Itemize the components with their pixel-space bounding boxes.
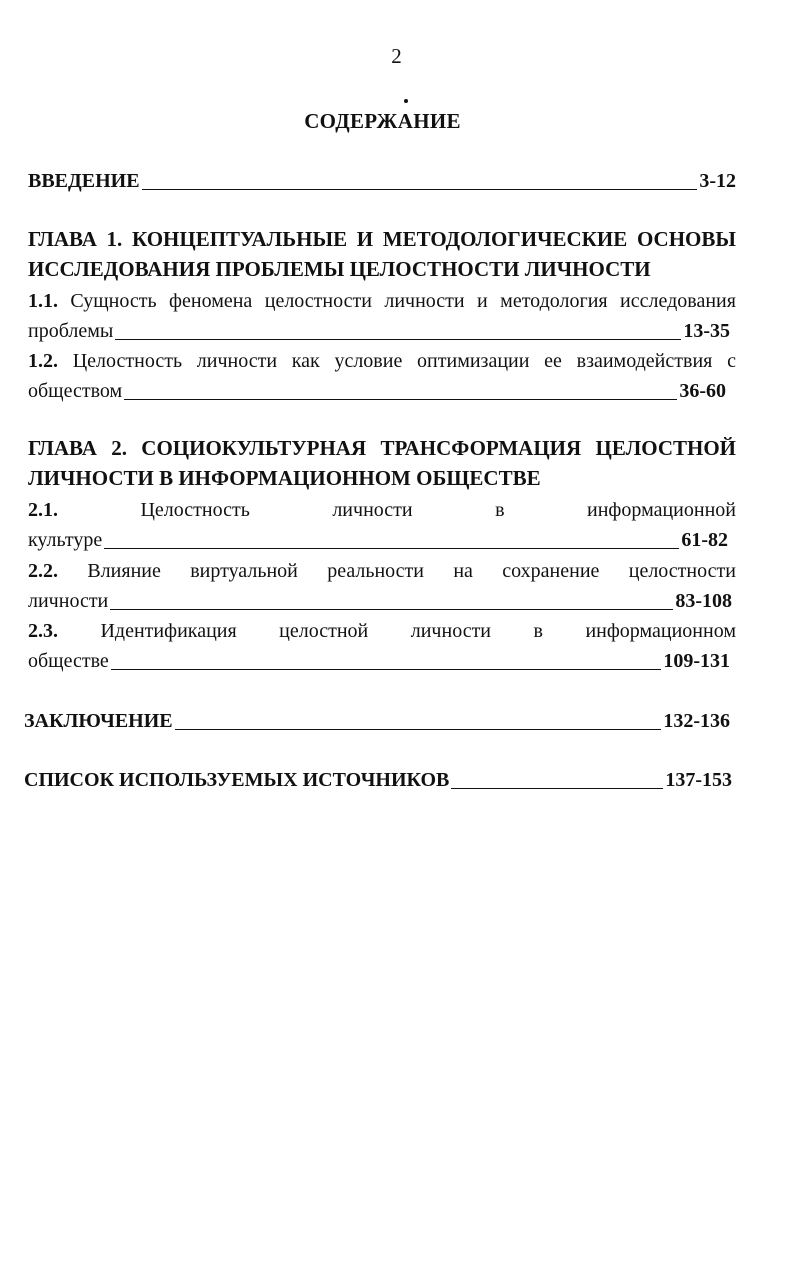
entry-label: ЗАКЛЮЧЕНИЕ [24,710,173,732]
dotted-leader [142,189,698,190]
entry-label: проблемы [28,320,114,342]
word: И [356,227,374,251]
word: взаимодействия [576,350,713,372]
word: оптимизации [417,350,530,372]
word: исследования [620,290,736,312]
section-2-3-line1[interactable] [28,618,736,644]
word: Влияние [87,560,161,582]
word: Сущность [70,290,157,312]
section-2-2-line1[interactable] [28,558,736,584]
chapter1-heading-line1[interactable] [28,224,736,254]
word: ГЛАВА [28,436,97,460]
word: методология [500,290,608,312]
entry-pages: 61-82 [681,529,728,551]
word: информационном [585,620,736,642]
word: информационной [587,499,736,521]
entry-pages: 109-131 [663,650,730,672]
dotted-leader [110,609,673,610]
word: реальности [327,560,424,582]
section-2-1-line1[interactable] [28,497,736,523]
section-number: 2.2. [28,560,58,582]
section-1-2-line1[interactable] [28,348,736,374]
word: ЦЕЛОСТНОЙ [595,436,736,460]
word: 2. [111,436,127,460]
word: Целостность [140,499,250,521]
word: с [727,350,736,372]
word: КОНЦЕПТУАЛЬНЫЕ [131,227,348,251]
section-number: 1.1. [28,290,58,312]
word: целостности [264,290,372,312]
word: личности [410,620,492,642]
dotted-leader [124,399,677,400]
chapter2-heading-line1[interactable] [28,433,736,463]
entry-label: ВВЕДЕНИЕ [28,170,140,192]
section-1-2-line2[interactable] [28,378,726,404]
toc-entry-conclusion[interactable] [24,708,730,734]
entry-label: обществом [28,380,123,402]
word: и [477,290,488,312]
word: ОСНОВЫ [636,227,736,251]
entry-pages: 137-153 [665,769,732,791]
dotted-leader [175,729,662,730]
word: как [291,350,320,372]
toc-title: СОДЕРЖАНИЕ [304,109,461,133]
dotted-leader [115,339,681,340]
word: сохранение [502,560,600,582]
dotted-leader [104,548,679,549]
section-2-1-line2[interactable] [28,527,728,553]
entry-pages: 83-108 [675,590,732,612]
entry-pages: 3-12 [699,170,736,192]
dotted-leader [451,788,663,789]
entry-label: СПИСОК ИСПОЛЬЗУЕМЫХ ИСТОЧНИКОВ [24,769,450,791]
section-number: 1.2. [28,350,58,372]
word: в [533,620,543,642]
word: на [453,560,473,582]
dotted-leader [111,669,662,670]
word: в [495,499,505,521]
entry-pages: 36-60 [679,380,726,402]
chapter2-heading-line2: ЛИЧНОСТИ В ИНФОРМАЦИОННОМ ОБЩЕСТВЕ [28,466,541,490]
word: МЕТОДОЛОГИЧЕСКИЕ [382,227,628,251]
word: личности [384,290,465,312]
toc-entry-intro[interactable] [28,168,736,194]
word: ГЛАВА [28,227,97,251]
word: СОЦИОКУЛЬТУРНАЯ [141,436,367,460]
section-2-3-line2[interactable] [28,648,730,674]
page-number: 2 [391,44,402,68]
word: 1. [106,227,123,251]
entry-label: личности [28,590,109,612]
entry-label: обществе [28,650,109,672]
word: Целостность [72,350,183,372]
word: целостности [628,560,736,582]
word: Идентификация [100,620,237,642]
section-number: 2.3. [28,620,58,642]
chapter1-heading-line2: ИССЛЕДОВАНИЯ ПРОБЛЕМЫ ЦЕЛОСТНОСТИ ЛИЧНОСТИ [28,257,651,281]
word: виртуальной [190,560,298,582]
word: личности [196,350,278,372]
section-2-2-line2[interactable] [28,588,732,614]
word: личности [332,499,413,521]
word: условие [334,350,403,372]
word: целостной [279,620,369,642]
entry-label: культуре [28,529,103,551]
word: ТРАНСФОРМАЦИЯ [380,436,582,460]
entry-pages: 13-35 [683,320,730,342]
entry-pages: 132-136 [663,710,730,732]
word: феномена [169,290,253,312]
ink-dot [404,99,408,103]
section-1-1-line1[interactable] [28,288,736,314]
toc-entry-sources[interactable] [24,767,732,793]
section-1-1-line2[interactable] [28,318,730,344]
word: ее [544,350,562,372]
section-number: 2.1. [28,499,58,521]
